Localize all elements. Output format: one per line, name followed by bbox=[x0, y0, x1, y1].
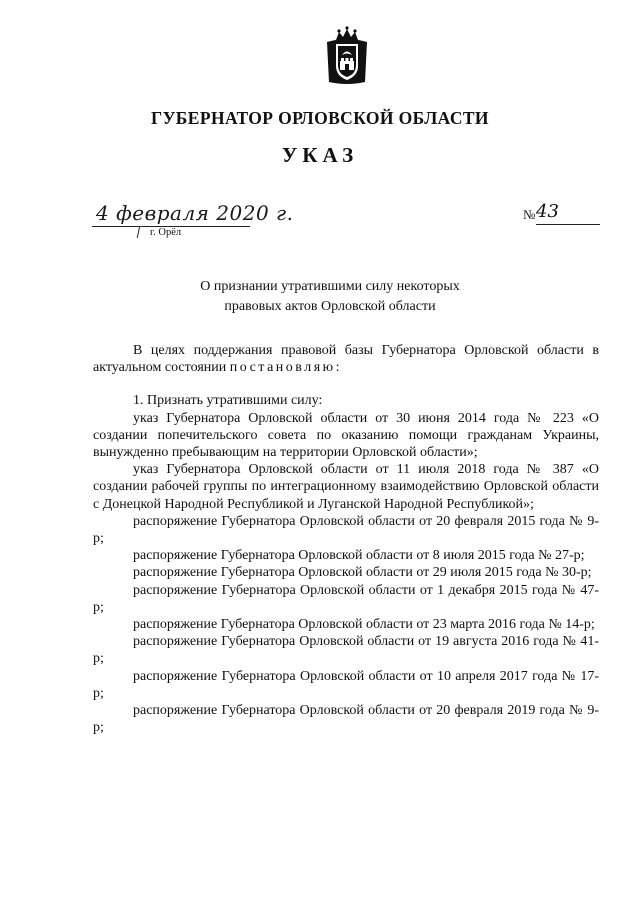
subject-line-1: О признании утратившими силу некоторых bbox=[200, 279, 460, 294]
list-item: указ Губернатора Орловской области от 30 июня 2014 года № 223 «О создании попечительского совета по оказанию помощи гражданам Украины, вынужденно пребывающим на территории Орловской области»; bbox=[93, 410, 599, 461]
city-label: г. Орёл bbox=[150, 227, 182, 238]
number-label: № bbox=[523, 207, 536, 222]
document-subject bbox=[0, 277, 640, 317]
document-type-title: УКАЗ bbox=[281, 143, 359, 167]
handwritten-number: 43 bbox=[536, 201, 559, 222]
subject-line-2: правовых актов Орловской области bbox=[224, 299, 436, 314]
document-body bbox=[93, 342, 599, 736]
handwritten-date: 4 февраля 2020 г. bbox=[96, 201, 294, 225]
list-item: распоряжение Губернатора Орловской области от 19 августа 2016 года № 41-р; bbox=[93, 634, 599, 667]
item-1-intro: 1. Признать утратившими силу: bbox=[133, 393, 323, 409]
list-item: распоряжение Губернатора Орловской области от 8 июля 2015 года № 27-р; bbox=[133, 548, 585, 564]
list-item: распоряжение Губернатора Орловской области от 1 декабря 2015 года № 47-р; bbox=[93, 582, 599, 615]
number-underline bbox=[536, 224, 600, 225]
list-item: распоряжение Губернатора Орловской области от 29 июля 2015 года № 30-р; bbox=[133, 565, 592, 581]
date-underline-tick bbox=[137, 226, 141, 238]
preamble-text: В целях поддержания правовой базы Губернатора Орловской области в актуальном состоянии bbox=[93, 343, 599, 376]
list-item: распоряжение Губернатора Орловской области от 23 марта 2016 года № 14-р; bbox=[133, 617, 595, 633]
list-item: распоряжение Губернатора Орловской области от 20 февраля 2019 года № 9-р; bbox=[93, 703, 599, 736]
list-item: указ Губернатора Орловской области от 11 июля 2018 года № 387 «О создании рабочей группы по интеграционному взаимодействию Орловской области с Донецкой Народной Республикой и Луганской Народной Республикой»; bbox=[93, 462, 599, 512]
authority-title: ГУБЕРНАТОР ОРЛОВСКОЙ ОБЛАСТИ bbox=[151, 108, 489, 128]
coat-of-arms-icon bbox=[324, 26, 370, 86]
preamble-keyword: постановляю: bbox=[229, 360, 342, 376]
list-item: распоряжение Губернатора Орловской области от 10 апреля 2017 года № 17-р; bbox=[93, 668, 599, 701]
list-item: распоряжение Губернатора Орловской области от 20 февраля 2015 года № 9-р; bbox=[93, 513, 599, 547]
preamble-paragraph bbox=[93, 342, 599, 376]
